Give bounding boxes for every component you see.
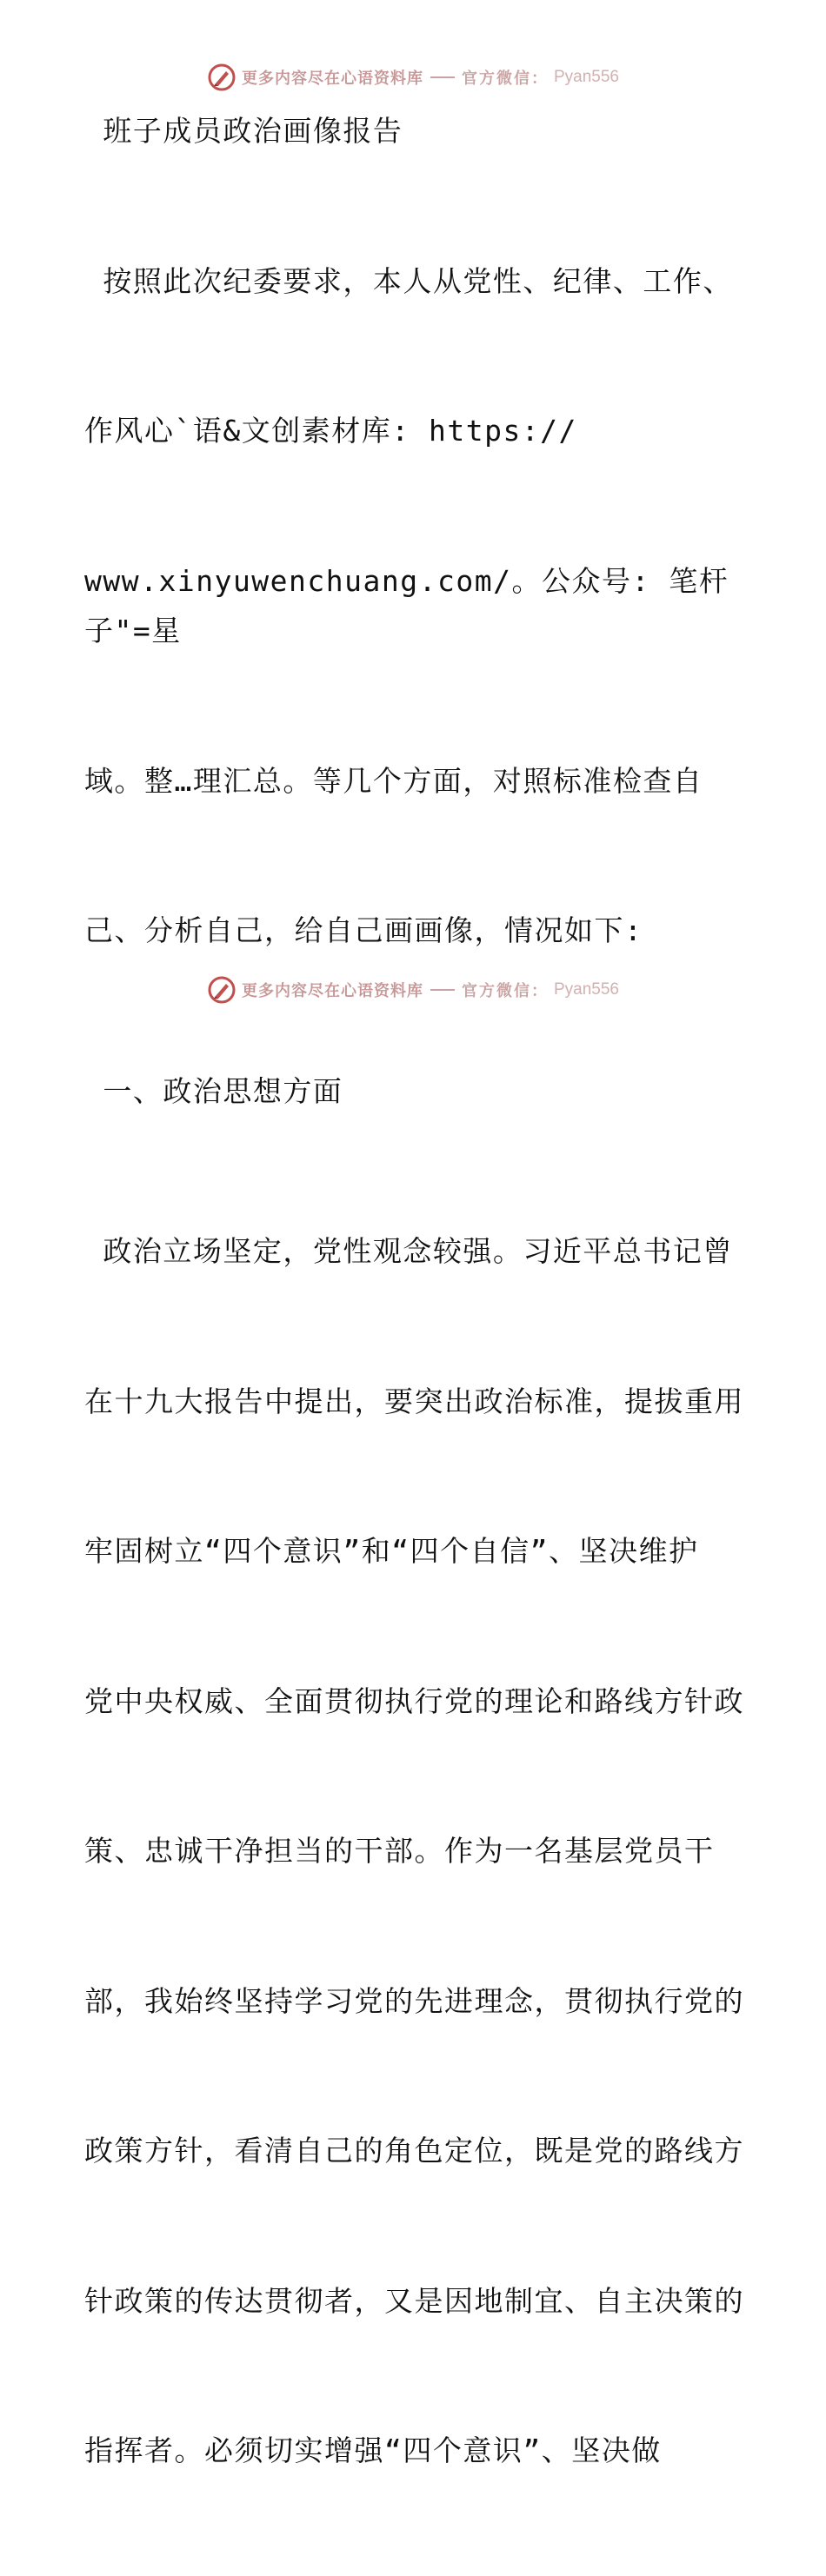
section-heading: 一、政治思想方面: [84, 1073, 343, 1108]
section-line: 政策方针，看清自己的角色定位，既是党的路线方: [84, 2134, 744, 2168]
intro-line: 域。整…理汇总。等几个方面，对照标准检查自: [84, 763, 703, 798]
watermark-text: 更多内容尽在心语资料库: [241, 982, 423, 1000]
watermark-official-label: 官方微信：: [461, 982, 549, 1000]
section-line: 部，我始终坚持学习党的先进理念，贯彻执行党的: [84, 1983, 744, 2018]
section-line: 在十九大报告中提出，要突出政治标准，提拔重用: [84, 1384, 744, 1418]
intro-paragraph: [84, 156, 745, 1056]
document-title: 班子成员政治画像报告: [84, 114, 403, 148]
section-line: 策、忠诚干净担当的干部。作为一名基层党员干: [84, 1834, 715, 1868]
section-paragraph: [84, 1126, 745, 2576]
intro-line: www.xinyuwenchuang.com/。公众号: 笔杆子"=星: [84, 563, 729, 647]
section-line: 指挥者。必须切实增强“四个意识”、坚决做: [84, 2433, 662, 2467]
intro-line: 己、分析自己，给自己画画像，情况如下:: [84, 913, 643, 947]
watermark-dash: [430, 76, 455, 78]
footer-watermark: [0, 975, 826, 1005]
header-watermark: [0, 63, 826, 92]
watermark-text: 更多内容尽在心语资料库: [241, 70, 423, 88]
pen-logo-icon: [207, 63, 236, 92]
watermark-wechat-id: Pyan556: [553, 980, 619, 999]
section-line: 针政策的传达贯彻者，又是因地制宜、自主决策的: [84, 2283, 744, 2318]
intro-line: 按照此次纪委要求，本人从党性、纪律、工作、: [84, 263, 733, 298]
intro-line: 作风心`语&文创素材库: https://: [84, 414, 577, 448]
pen-logo-icon: [207, 975, 236, 1005]
watermark-dash: [430, 989, 455, 991]
section-line: 政治立场坚定，党性观念较强。习近平总书记曾: [84, 1234, 733, 1268]
watermark-wechat-id: Pyan556: [553, 68, 619, 86]
section-line: 牢固树立“四个意识”和“四个自信”、坚决维护: [84, 1534, 699, 1568]
section-line: 党中央权威、全面贯彻执行党的理论和路线方针政: [84, 1683, 744, 1718]
watermark-official-label: 官方微信：: [461, 70, 549, 88]
document-body: [84, 106, 745, 2576]
